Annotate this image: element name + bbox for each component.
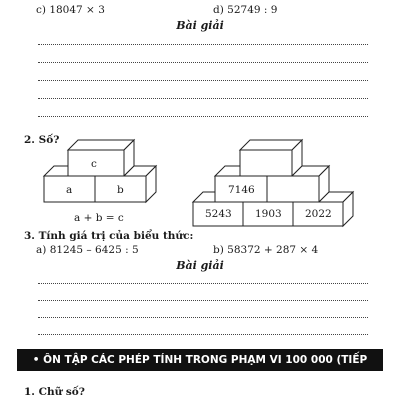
exercise-3-item-b: b) 58372 + 287 × 4 [213,244,319,256]
answer-line[interactable] [38,317,368,318]
exercise-item-c: c) 18047 × 3 [36,4,105,16]
block-label-c: c [91,158,97,170]
block-right-top [240,140,302,176]
section-banner: • ÔN TẬP CÁC PHÉP TÍNH TRONG PHẠM VI 100 000 (TIẾP THEO) [17,349,383,371]
exercise-item-d: d) 52749 : 9 [213,4,278,16]
block-value-2022: 2022 [305,208,332,220]
solution-title-bottom: Bài giải [176,259,224,272]
block-value-5243: 5243 [205,208,232,220]
block-value-7146: 7146 [228,184,255,196]
block-label-b: b [117,184,124,196]
block-c [68,140,134,176]
exercise-3-heading: 3. Tính giá trị của biểu thức: [24,230,194,242]
answer-line[interactable] [38,300,368,301]
exercise-3-item-a: a) 81245 – 6425 : 5 [36,244,139,256]
solution-title-top: Bài giải [176,19,224,32]
block-label-a: a [66,184,73,196]
block-value-1903: 1903 [255,208,282,220]
exercise-2-heading: 2. Số? [24,134,60,146]
answer-line[interactable] [38,283,368,284]
formula-a-plus-b: a + b = c [74,212,124,224]
next-exercise-heading: 1. Chữ số? [24,386,85,398]
answer-line[interactable] [38,334,368,335]
